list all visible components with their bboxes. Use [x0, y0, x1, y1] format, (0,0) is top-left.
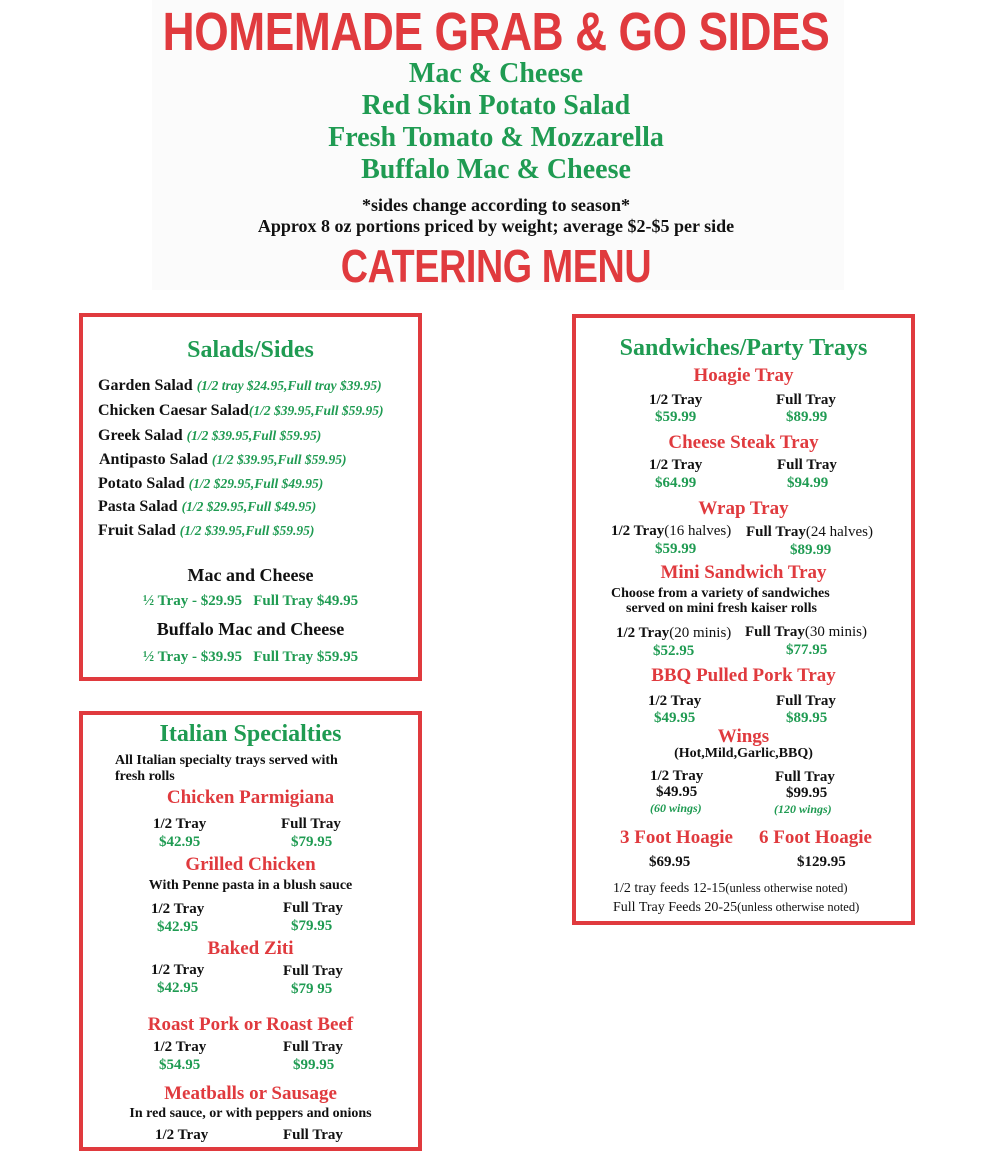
six-foot-price: $129.95: [797, 854, 846, 870]
salad-row: [99, 451, 347, 469]
salad-price: (1/2 $29.95,Full $49.95): [181, 499, 317, 514]
full-price: $79.95: [291, 918, 333, 934]
full-price: $99.95: [293, 1057, 335, 1073]
full-note: (30 minis): [804, 624, 867, 640]
item-title: Chicken Parmigiana: [166, 787, 335, 808]
full-price: $99.95: [786, 785, 828, 801]
half-label: 1/2 Tray: [153, 1039, 207, 1055]
full-label: Full Tray: [281, 816, 341, 832]
page-title: HOMEMADE GRAB & GO SIDES: [162, 2, 830, 62]
full-label: Full Tray: [283, 900, 343, 916]
full-price: $94.99: [787, 475, 829, 491]
half-label: 1/2 Tray: [153, 816, 207, 832]
mini-desc: Choose from a variety of sandwiches: [611, 586, 830, 601]
item-desc: In red sauce, or with peppers and onions: [129, 1106, 372, 1121]
season-note: *sides change according to season*: [361, 195, 630, 215]
salads-box: [79, 313, 422, 681]
feeds-full: [613, 900, 859, 916]
half-price: $64.99: [655, 475, 697, 491]
side-item: Buffalo Mac & Cheese: [361, 154, 631, 185]
italian-box: [79, 711, 422, 1151]
salad-row: [98, 427, 321, 445]
half-label: 1/2 Tray: [151, 962, 205, 978]
salad-row: [98, 522, 314, 540]
half-label: 1/2 Tray: [616, 625, 670, 641]
item-title: Roast Pork or Roast Beef: [147, 1014, 354, 1035]
full-price: $89.99: [786, 409, 828, 425]
item-title: Grilled Chicken: [185, 854, 316, 875]
half-price: $52.95: [653, 643, 695, 659]
full-label: Full Tray: [283, 963, 343, 979]
sandwiches-title: Sandwiches/Party Trays: [619, 335, 868, 361]
salad-name: Antipasto Salad: [99, 451, 208, 468]
three-foot-hoagie: 3 Foot Hoagie: [620, 827, 733, 848]
full-note: (24 halves): [805, 524, 873, 540]
mini-half: [616, 625, 731, 642]
salad-row: [98, 475, 323, 493]
salad-row: [98, 498, 316, 516]
salad-name: Fruit Salad: [98, 522, 176, 539]
salad-name: Potato Salad: [98, 475, 185, 492]
full-price: $79 95: [291, 981, 333, 997]
mini-full: [745, 624, 867, 641]
wrap-full: [746, 524, 873, 541]
half-label: 1/2 Tray: [611, 523, 665, 539]
salad-name: Chicken Caesar Salad: [98, 402, 249, 419]
full-price: $79.95: [291, 834, 333, 850]
portion-note: Approx 8 oz portions priced by weight; average $2-$5 per side: [257, 216, 735, 236]
mini-desc: served on mini fresh kaiser rolls: [626, 601, 817, 616]
full-label: Full Tray: [745, 624, 805, 640]
three-foot-price: $69.95: [649, 854, 691, 870]
salad-price: (1/2 tray $24.95,Full tray $39.95): [196, 378, 382, 393]
full-label: Full Tray: [746, 524, 806, 540]
full-label: Full Tray: [776, 392, 836, 408]
half-price: $54.95: [159, 1057, 201, 1073]
side-item: Red Skin Potato Salad: [361, 90, 631, 121]
salad-name: Pasta Salad: [98, 498, 178, 515]
feeds-text: 1/2 tray feeds 12-15: [613, 881, 726, 896]
buffalo-prices: ½ Tray - $39.95 Full Tray $59.95: [142, 649, 359, 665]
half-label: 1/2 Tray: [649, 457, 703, 473]
full-price: $89.99: [790, 542, 832, 558]
salad-row: [98, 402, 383, 420]
half-label: 1/2 Tray: [650, 768, 704, 784]
six-foot-hoagie: 6 Foot Hoagie: [759, 827, 872, 848]
salad-price: (1/2 $39.95,Full $59.95): [186, 428, 322, 443]
half-label: 1/2 Tray: [151, 901, 205, 917]
salads-title: Salads/Sides: [187, 337, 314, 363]
item-title: Meatballs or Sausage: [164, 1083, 337, 1104]
buffalo-title: Buffalo Mac and Cheese: [156, 619, 345, 639]
salad-row: [98, 377, 382, 395]
half-label: 1/2 Tray: [155, 1127, 209, 1143]
full-label: Full Tray: [283, 1127, 343, 1143]
catering-title: CATERING MENU: [340, 240, 652, 292]
half-price: $59.99: [655, 409, 697, 425]
feeds-note: (unless otherwise noted): [737, 900, 860, 914]
half-price: $42.95: [157, 919, 199, 935]
italian-intro: All Italian specialty trays served with: [115, 753, 338, 768]
steak-tray-title: Cheese Steak Tray: [668, 432, 819, 453]
feeds-text: Full Tray Feeds 20-25: [613, 900, 738, 915]
wrap-tray-title: Wrap Tray: [698, 498, 789, 519]
item-title: Baked Ziti: [207, 938, 294, 959]
salad-name: Greek Salad: [98, 427, 183, 444]
salad-price: (1/2 $29.95,Full $49.95): [188, 476, 324, 491]
feeds-note: (unless otherwise noted): [725, 881, 848, 895]
half-label: 1/2 Tray: [649, 392, 703, 408]
italian-title: Italian Specialties: [159, 721, 342, 747]
full-price: $89.95: [786, 710, 828, 726]
full-label: Full Tray: [775, 769, 835, 785]
side-item: Fresh Tomato & Mozzarella: [328, 122, 664, 153]
wings-title: Wings: [717, 726, 770, 747]
salad-price: (1/2 $39.95,Full $59.95): [179, 523, 315, 538]
feeds-half: [613, 881, 848, 897]
salad-price: (1/2 $39.95,Full $59.95): [211, 452, 347, 467]
half-price: $42.95: [157, 980, 199, 996]
side-item: Mac & Cheese: [408, 58, 584, 89]
half-note: (20 minis): [669, 625, 732, 641]
italian-intro: fresh rolls: [115, 769, 175, 784]
salad-price: (1/2 $39.95,Full $59.95): [248, 403, 384, 418]
half-label: 1/2 Tray: [648, 693, 702, 709]
full-price: $77.95: [786, 642, 828, 658]
half-note: (16 halves): [664, 523, 732, 539]
mac-title: Mac and Cheese: [187, 565, 314, 585]
mini-tray-title: Mini Sandwich Tray: [660, 562, 827, 583]
bbq-tray-title: BBQ Pulled Pork Tray: [651, 665, 836, 686]
full-label: Full Tray: [777, 457, 837, 473]
full-label: Full Tray: [283, 1039, 343, 1055]
full-note: (120 wings): [774, 802, 832, 816]
half-price: $59.99: [655, 541, 697, 557]
item-desc: With Penne pasta in a blush sauce: [148, 878, 353, 893]
half-price: $49.95: [654, 710, 696, 726]
half-price: $49.95: [656, 784, 698, 800]
full-label: Full Tray: [776, 693, 836, 709]
sandwiches-box: [572, 314, 915, 925]
half-price: $42.95: [159, 834, 201, 850]
salad-name: Garden Salad: [98, 377, 193, 394]
mac-prices: ½ Tray - $29.95 Full Tray $49.95: [142, 593, 359, 609]
wings-flavors: (Hot,Mild,Garlic,BBQ): [674, 746, 813, 761]
half-note: (60 wings): [650, 801, 702, 815]
wrap-half: [611, 523, 731, 540]
hoagie-tray-title: Hoagie Tray: [693, 365, 794, 386]
